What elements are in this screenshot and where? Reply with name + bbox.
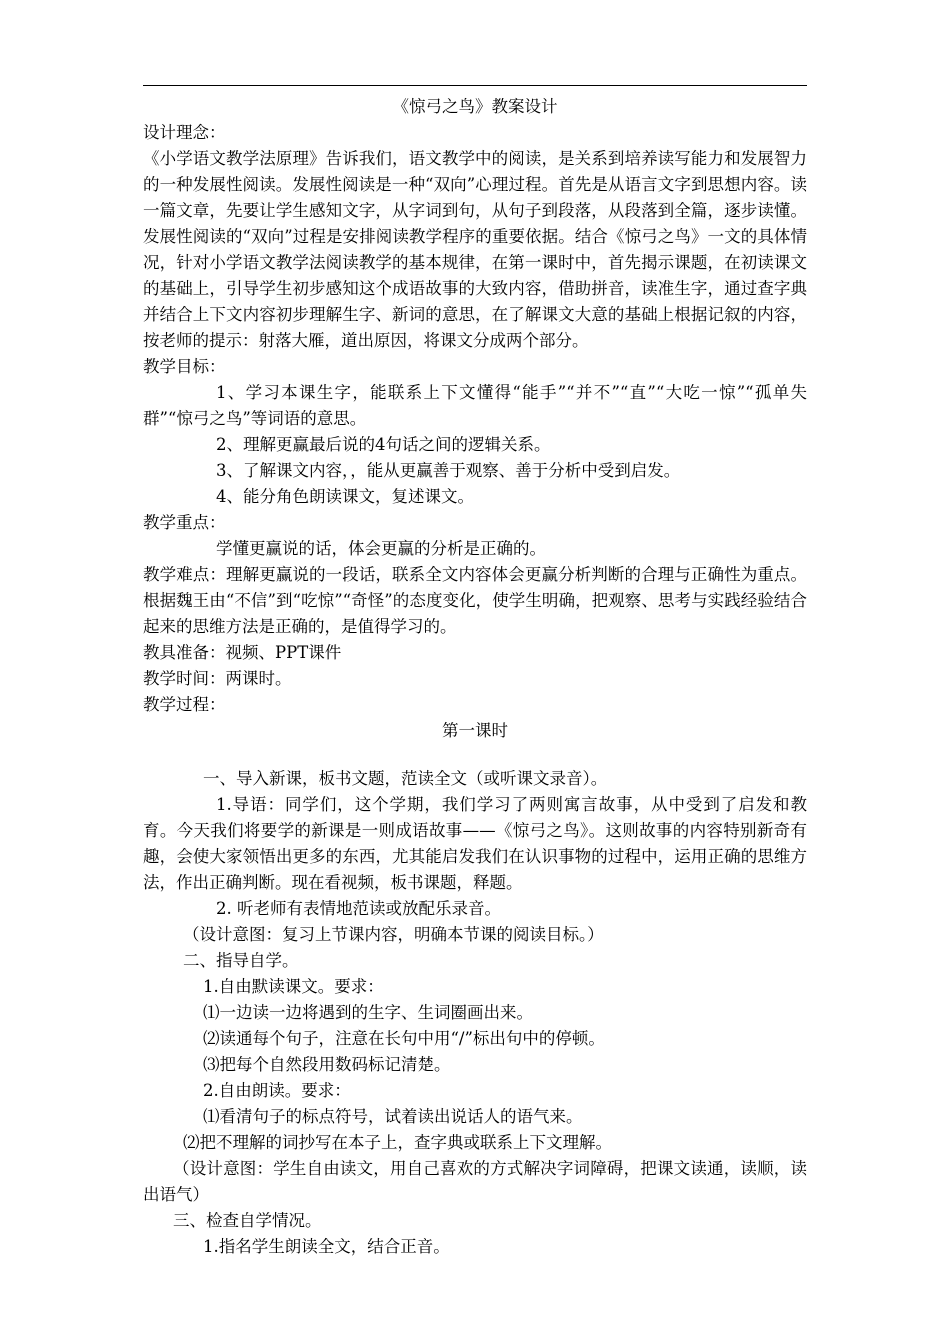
- section-heading: 二、指导自学。: [183, 951, 299, 970]
- section-paragraph: ⑴一边读一边将遇到的生字、生词圈画出来。: [203, 1003, 533, 1022]
- section-paragraph: ⑶把每个自然段用数码标记清楚。: [203, 1055, 451, 1074]
- goal-item: 3、了解课文内容，，能从更赢善于观察、善于分析中受到启发。: [216, 461, 681, 480]
- goal-item: 1、学习本课生字，能联系上下文懂得“能手”“并不”“直”“大吃一惊”“孤单失群”“惊弓之鸟”等词语的意思。: [143, 383, 807, 428]
- time-text: 教学时间：两课时。: [143, 669, 292, 688]
- lesson-title: 第一课时: [442, 721, 508, 740]
- section-paragraph: ⑴看清句子的标点符号，试着读出说话人的语气来。: [203, 1107, 583, 1126]
- section-paragraph: ⑵把不理解的词抄写在本子上，查字典或联系上下文理解。: [183, 1133, 612, 1152]
- spacer: [143, 744, 807, 766]
- difficulty-text: 教学难点：理解更赢说的一段话，联系全文内容体会更赢分析判断的合理与正确性为重点。根据魏王由“不信”到“吃惊”“奇怪”的态度变化，使学生明确，把观察、思考与实践经验结合起来的思维方法是正确的，是值得学习的。: [143, 565, 807, 636]
- goal-item: 4、能分角色朗读课文，复述课文。: [216, 487, 474, 506]
- design-intent-note: （设计意图：学生自由读文，用自己喜欢的方式解决字词障碍，把课文读通，读顺，读出语气）: [143, 1159, 807, 1204]
- section-paragraph: 2.自由朗读。要求：: [203, 1081, 351, 1100]
- header-rule: [143, 85, 807, 86]
- document-title: 《惊弓之鸟》教案设计: [392, 97, 558, 116]
- goals-label: 教学目标：: [143, 357, 226, 376]
- section-paragraph: 2. 听老师有表情地范读或放配乐录音。: [216, 899, 501, 918]
- section-paragraph: ⑵读通每个句子，注意在长句中用“/”标出句中的停顿。: [203, 1029, 605, 1048]
- key-point-text: 学懂更赢说的话，体会更赢的分析是正确的。: [216, 539, 546, 558]
- tools-text: 教具准备：视频、PPT课件: [143, 643, 342, 662]
- goal-item: 2、理解更赢最后说的4句话之间的逻辑关系。: [216, 435, 551, 454]
- section-heading: 三、检查自学情况。: [173, 1211, 322, 1230]
- design-concept-label: 设计理念：: [143, 123, 226, 142]
- section-paragraph: 1.指名学生朗读全文，结合正音。: [203, 1237, 450, 1256]
- section-heading: 一、导入新课，板书文题，范读全文（或听课文录音）。: [203, 769, 608, 788]
- section-paragraph: 1.自由默读课文。要求：: [203, 977, 384, 996]
- document-body: [143, 94, 807, 1260]
- process-label: 教学过程：: [143, 695, 226, 714]
- key-point-label: 教学重点：: [143, 513, 226, 532]
- design-concept-text: 《小学语文教学法原理》告诉我们，语文教学中的阅读，是关系到培养读写能力和发展智力的一种发展性阅读。发展性阅读是一种“双向”心理过程。首先是从语言文字到思想内容。读一篇文章，先要让学生感知文字，从字词到句，从句子到段落，从段落到全篇，逐步读懂。发展性阅读的“双向”过程是安排阅读教学程序的重要依据。结合《惊弓之鸟》一文的具体情况，针对小学语文教学法阅读教学的基本规律，在第一课时中，首先揭示课题，在初读课文的基础上，引导学生初步感知这个成语故事的大致内容，借助拼音，读准生字，通过查字典并结合上下文内容初步理解生字、新词的意思，在了解课文大意的基础上根据记叙的内容，按老师的提示：射落大雁，道出原因，将课文分成两个部分。: [143, 149, 807, 350]
- section-paragraph: 1.导语：同学们，这个学期，我们学习了两则寓言故事，从中受到了启发和教育。今天我们将要学的新课是一则成语故事——《惊弓之鸟》。这则故事的内容特别新奇有趣，会使大家领悟出更多的东西，尤其能启发我们在认识事物的过程中，运用正确的思维方法，作出正确判断。现在看视频，板书课题，释题。: [143, 795, 807, 892]
- design-intent-note: （设计意图：复习上节课内容，明确本节课的阅读目标。）: [183, 925, 604, 944]
